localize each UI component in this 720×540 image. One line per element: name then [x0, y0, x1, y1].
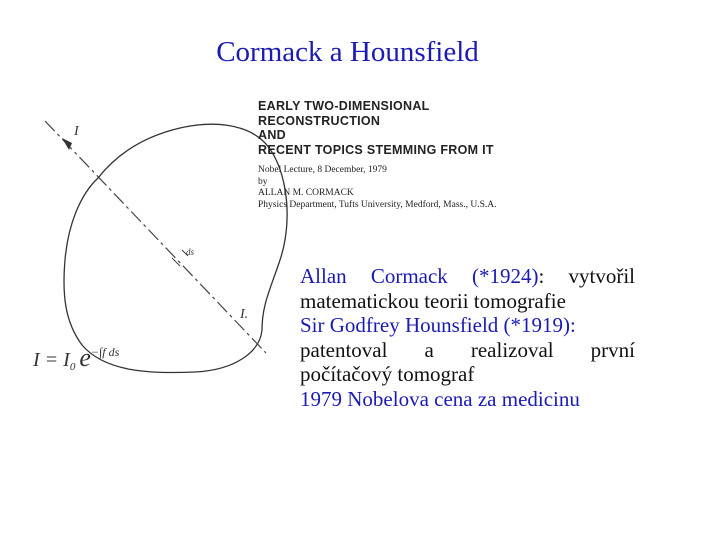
body-line-4: patentoval a realizoval první [300, 337, 635, 362]
body-line-5: počítačový tomograf [300, 362, 475, 386]
paper-lecture: Nobel Lecture, 8 December, 1979 [258, 165, 387, 175]
ray-line [45, 121, 266, 353]
body-line-3: Sir Godfrey Hounsfield (*1919): [300, 313, 576, 337]
body-line-6: 1979 Nobelova cena za medicinu [300, 386, 580, 411]
paper-title-line: AND [258, 128, 286, 142]
paper-affiliation: Physics Department, Tufts University, Medford, Mass., U.S.A. [258, 199, 497, 210]
label-I-right: I. [240, 307, 249, 322]
formula-exponent: −∫f ds [90, 344, 120, 359]
cormack-name: Allan Cormack (*1924) [300, 264, 539, 288]
label-I-top: I [74, 124, 79, 139]
body-line-1 [300, 264, 635, 289]
beer-lambert-formula [33, 343, 119, 373]
label-ds: ds [186, 247, 195, 257]
cormack-verb: vytvořil [568, 264, 636, 288]
paper-author: ALLAN M. CORMACK [258, 188, 354, 198]
object-contour [64, 124, 287, 372]
cormack-colon: : [538, 264, 545, 288]
slide-body [300, 264, 635, 411]
paper-by: by [258, 176, 268, 187]
formula-lhs: I = I [33, 349, 70, 371]
body-line-2: matematickou teorii tomografie [300, 288, 566, 313]
slide-title: Cormack a Hounsfield [216, 36, 479, 68]
formula-sub: 0 [69, 361, 76, 374]
paper-title-line: EARLY TWO-DIMENSIONAL [258, 99, 430, 113]
paper-title-line: RECENT TOPICS STEMMING FROM IT [258, 142, 494, 157]
paper-header [258, 99, 496, 211]
formula-e: e [79, 343, 91, 372]
paper-title-line: RECONSTRUCTION [258, 113, 381, 128]
